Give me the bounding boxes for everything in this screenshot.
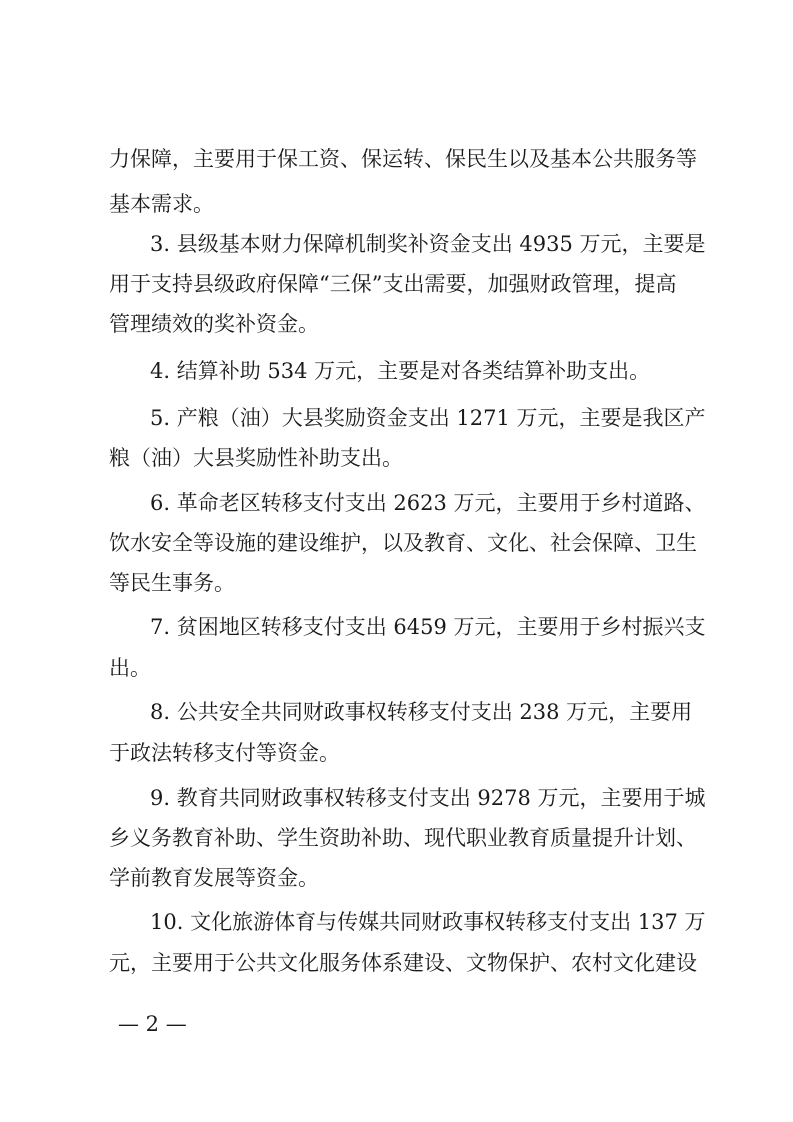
text-line: 管理绩效的奖补资金。 <box>109 312 319 336</box>
text-line: 元，主要用于公共文化服务体系建设、文物保护、农村文化建设 <box>109 951 697 975</box>
page-number: — 2 — <box>118 1012 187 1036</box>
text-line: 于政法转移支付等资金。 <box>109 741 340 765</box>
text-line: 基本需求。 <box>109 192 214 216</box>
text-line: 4. 结算补助 534 万元，主要是对各类结算补助支出。 <box>150 359 651 383</box>
text-line: 7. 贫困地区转移支付支出 6459 万元，主要用于乡村振兴支 <box>150 615 706 639</box>
text-line: 6. 革命老区转移支付支出 2623 万元，主要用于乡村道路、 <box>150 491 706 515</box>
text-line: 9. 教育共同财政事权转移支付支出 9278 万元，主要用于城 <box>150 786 706 810</box>
text-line: 乡义务教育补助、学生资助补助、现代职业教育质量提升计划、 <box>109 826 697 850</box>
text-line: 粮（油）大县奖励性补助支出。 <box>109 446 403 470</box>
text-line: 等民生事务。 <box>109 571 235 595</box>
text-line: 5. 产粮（油）大县奖励资金支出 1271 万元，主要是我区产 <box>150 406 706 430</box>
text-line: 8. 公共安全共同财政事权转移支付支出 238 万元，主要用 <box>150 700 693 724</box>
text-line: 3. 县级基本财力保障机制奖补资金支出 4935 万元，主要是 <box>150 232 706 256</box>
text-line: 饮水安全等设施的建设维护，以及教育、文化、社会保障、卫生 <box>109 531 697 555</box>
text-line: 出。 <box>109 656 151 680</box>
text-line: 用于支持县级政府保障“三保”支出需要，加强财政管理，提高 <box>109 272 677 296</box>
text-line: 学前教育发展等资金。 <box>109 866 319 890</box>
text-line: 力保障，主要用于保工资、保运转、保民生以及基本公共服务等 <box>109 147 697 171</box>
text-line: 10. 文化旅游体育与传媒共同财政事权转移支付支出 137 万 <box>150 910 706 934</box>
